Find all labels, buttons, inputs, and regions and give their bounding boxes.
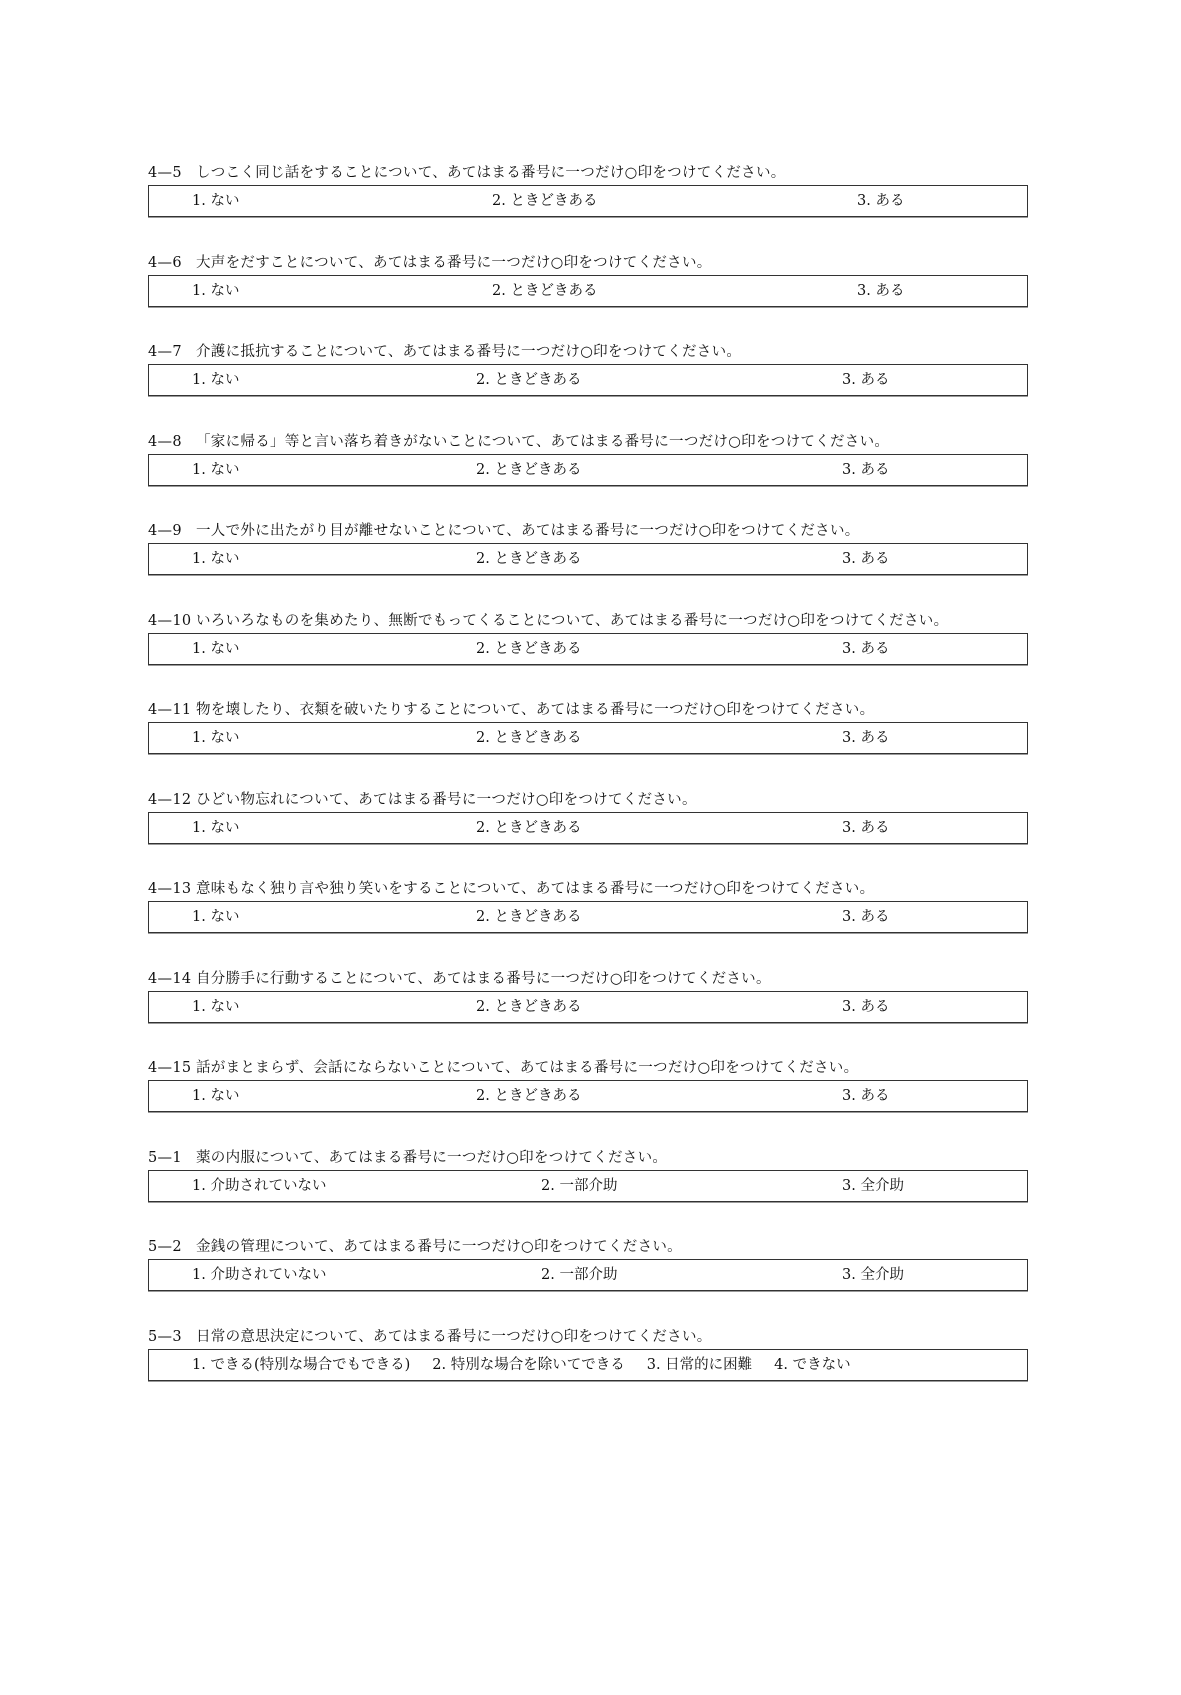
question-number: 4—11 bbox=[148, 702, 192, 718]
answer-option[interactable]: 2. 一部介助 bbox=[541, 1267, 618, 1283]
answer-option[interactable]: 3. 全介助 bbox=[842, 1267, 904, 1283]
question-number: 4—15 bbox=[148, 1060, 192, 1076]
question-4-5 bbox=[148, 163, 1028, 217]
question-5-3 bbox=[148, 1327, 1028, 1381]
answer-option[interactable]: 2. ときどきある bbox=[492, 282, 598, 299]
answer-options-box bbox=[148, 185, 1028, 217]
answer-option[interactable]: 1. ない bbox=[192, 551, 240, 567]
answer-option[interactable]: 1. ない bbox=[192, 998, 240, 1015]
answer-option[interactable]: 3. ある bbox=[857, 282, 905, 299]
answer-option[interactable]: 2. ときどきある bbox=[476, 1088, 582, 1104]
answer-option[interactable]: 3. ある bbox=[857, 193, 905, 209]
answer-options-box bbox=[148, 812, 1028, 844]
answer-option[interactable]: 3. ある bbox=[842, 998, 890, 1015]
answer-option[interactable]: 2. ときどきある bbox=[476, 372, 582, 388]
question-heading bbox=[148, 432, 1028, 452]
answer-options-box bbox=[148, 364, 1028, 396]
question-number: 4—9 bbox=[148, 523, 182, 539]
question-text: いろいろなものを集めたり、無断でもってくることについて、あてはまる番号に一つだけ○印をつけてください。 bbox=[196, 612, 949, 629]
question-heading bbox=[148, 521, 1028, 541]
question-text: 話がまとまらず、会話にならないことについて、あてはまる番号に一つだけ○印をつけてください。 bbox=[196, 1060, 859, 1076]
question-4-7 bbox=[148, 342, 1028, 396]
question-text: 物を壊したり、衣類を破いたりすることについて、あてはまる番号に一つだけ○印をつけてください。 bbox=[196, 702, 875, 718]
question-heading bbox=[148, 1058, 1028, 1078]
question-number: 5—1 bbox=[148, 1149, 182, 1166]
answer-option[interactable]: 2. ときどきある bbox=[476, 551, 582, 567]
answer-option[interactable]: 1. ない bbox=[192, 372, 240, 388]
question-heading bbox=[148, 1237, 1028, 1257]
answer-option[interactable]: 3. ある bbox=[842, 461, 890, 478]
question-heading bbox=[148, 163, 1028, 183]
answer-option[interactable]: 3. 全介助 bbox=[842, 1177, 904, 1194]
question-heading bbox=[148, 700, 1028, 720]
answer-options-box bbox=[148, 1259, 1028, 1291]
answer-option[interactable]: 2. 特別な場合を除いてできる bbox=[432, 1356, 625, 1373]
question-number: 4—12 bbox=[148, 791, 192, 808]
question-number: 4—7 bbox=[148, 344, 182, 360]
answer-option[interactable]: 2. 一部介助 bbox=[541, 1177, 618, 1194]
question-heading bbox=[148, 1327, 1028, 1347]
answer-option[interactable]: 1. ない bbox=[192, 1088, 240, 1104]
answer-option[interactable]: 1. 介助されていない bbox=[192, 1177, 327, 1194]
answer-option[interactable]: 1. ない bbox=[192, 282, 240, 299]
question-text: ひどい物忘れについて、あてはまる番号に一つだけ○印をつけてください。 bbox=[196, 791, 697, 808]
answer-option[interactable]: 1. ない bbox=[192, 730, 240, 746]
question-4-15 bbox=[148, 1058, 1028, 1112]
question-number: 4—14 bbox=[148, 970, 192, 987]
question-5-2 bbox=[148, 1237, 1028, 1291]
answer-options-box bbox=[148, 543, 1028, 575]
question-heading bbox=[148, 342, 1028, 362]
question-text: 介護に抵抗することについて、あてはまる番号に一つだけ○印をつけてください。 bbox=[196, 344, 742, 360]
question-text: 「家に帰る」等と言い落ち着きがないことについて、あてはまる番号に一つだけ○印をつけてください。 bbox=[196, 433, 890, 450]
answer-option[interactable]: 1. 介助されていない bbox=[192, 1267, 327, 1283]
answer-option[interactable]: 3. ある bbox=[842, 909, 890, 925]
answer-option[interactable]: 1. ない bbox=[192, 640, 240, 657]
answer-option[interactable]: 3. ある bbox=[842, 1088, 890, 1104]
question-4-14 bbox=[148, 969, 1028, 1023]
answer-options-box bbox=[148, 275, 1028, 307]
answer-option[interactable]: 2. ときどきある bbox=[476, 730, 582, 746]
question-number: 4—6 bbox=[148, 254, 182, 271]
question-text: 日常の意思決定について、あてはまる番号に一つだけ○印をつけてください。 bbox=[196, 1328, 712, 1345]
question-heading bbox=[148, 611, 1028, 631]
answer-option[interactable]: 1. できる(特別な場合でもできる) bbox=[192, 1356, 411, 1373]
question-heading bbox=[148, 879, 1028, 899]
answer-options-box bbox=[148, 991, 1028, 1023]
question-text: 意味もなく独り言や独り笑いをすることについて、あてはまる番号に一つだけ○印をつけてください。 bbox=[196, 881, 875, 897]
answer-options-box bbox=[148, 1170, 1028, 1202]
question-4-8 bbox=[148, 432, 1028, 486]
question-text: 大声をだすことについて、あてはまる番号に一つだけ○印をつけてください。 bbox=[196, 254, 712, 271]
answer-option[interactable]: 2. ときどきある bbox=[476, 819, 582, 836]
question-text: しつこく同じ話をすることについて、あてはまる番号に一つだけ○印をつけてください。 bbox=[196, 165, 786, 181]
answer-option[interactable]: 1. ない bbox=[192, 193, 240, 209]
answer-option[interactable]: 3. ある bbox=[842, 730, 890, 746]
question-text: 薬の内服について、あてはまる番号に一つだけ○印をつけてください。 bbox=[196, 1149, 668, 1166]
question-number: 4—13 bbox=[148, 881, 192, 897]
answer-option[interactable]: 3. ある bbox=[842, 372, 890, 388]
answer-option[interactable]: 2. ときどきある bbox=[476, 640, 582, 657]
question-text: 自分勝手に行動することについて、あてはまる番号に一つだけ○印をつけてください。 bbox=[196, 970, 771, 987]
question-heading bbox=[148, 253, 1028, 273]
answer-option[interactable]: 2. ときどきある bbox=[476, 909, 582, 925]
question-4-11 bbox=[148, 700, 1028, 754]
answer-options-box bbox=[148, 901, 1028, 933]
answer-option[interactable]: 3. ある bbox=[842, 640, 890, 657]
question-4-12 bbox=[148, 790, 1028, 844]
question-text: 一人で外に出たがり目が離せないことについて、あてはまる番号に一つだけ○印をつけてください。 bbox=[196, 523, 860, 539]
question-number: 4—8 bbox=[148, 433, 182, 450]
question-heading bbox=[148, 1148, 1028, 1168]
answer-option[interactable]: 3. ある bbox=[842, 551, 890, 567]
answer-option[interactable]: 2. ときどきある bbox=[492, 193, 598, 209]
answer-option[interactable]: 3. 日常的に困難 bbox=[646, 1356, 753, 1373]
answer-option[interactable]: 1. ない bbox=[192, 909, 240, 925]
question-heading bbox=[148, 969, 1028, 989]
question-number: 4—10 bbox=[148, 612, 192, 629]
question-number: 5—2 bbox=[148, 1239, 182, 1255]
answer-options-box bbox=[148, 722, 1028, 754]
answer-option[interactable]: 1. ない bbox=[192, 461, 240, 478]
question-4-13 bbox=[148, 879, 1028, 933]
question-4-6 bbox=[148, 253, 1028, 307]
answer-option[interactable]: 4. できない bbox=[774, 1356, 851, 1373]
answer-options-box bbox=[148, 633, 1028, 665]
question-text: 金銭の管理について、あてはまる番号に一つだけ○印をつけてください。 bbox=[196, 1239, 682, 1255]
answer-options-box bbox=[148, 1080, 1028, 1112]
question-4-10 bbox=[148, 611, 1028, 665]
question-heading bbox=[148, 790, 1028, 810]
answer-option[interactable]: 1. ない bbox=[192, 819, 240, 836]
answer-option[interactable]: 2. ときどきある bbox=[476, 998, 582, 1015]
answer-option[interactable]: 3. ある bbox=[842, 819, 890, 836]
question-number: 4—5 bbox=[148, 165, 182, 181]
question-5-1 bbox=[148, 1148, 1028, 1202]
answer-options-box bbox=[148, 454, 1028, 486]
question-4-9 bbox=[148, 521, 1028, 575]
answer-options-box bbox=[148, 1349, 1028, 1381]
question-number: 5—3 bbox=[148, 1328, 182, 1345]
answer-option[interactable]: 2. ときどきある bbox=[476, 461, 582, 478]
